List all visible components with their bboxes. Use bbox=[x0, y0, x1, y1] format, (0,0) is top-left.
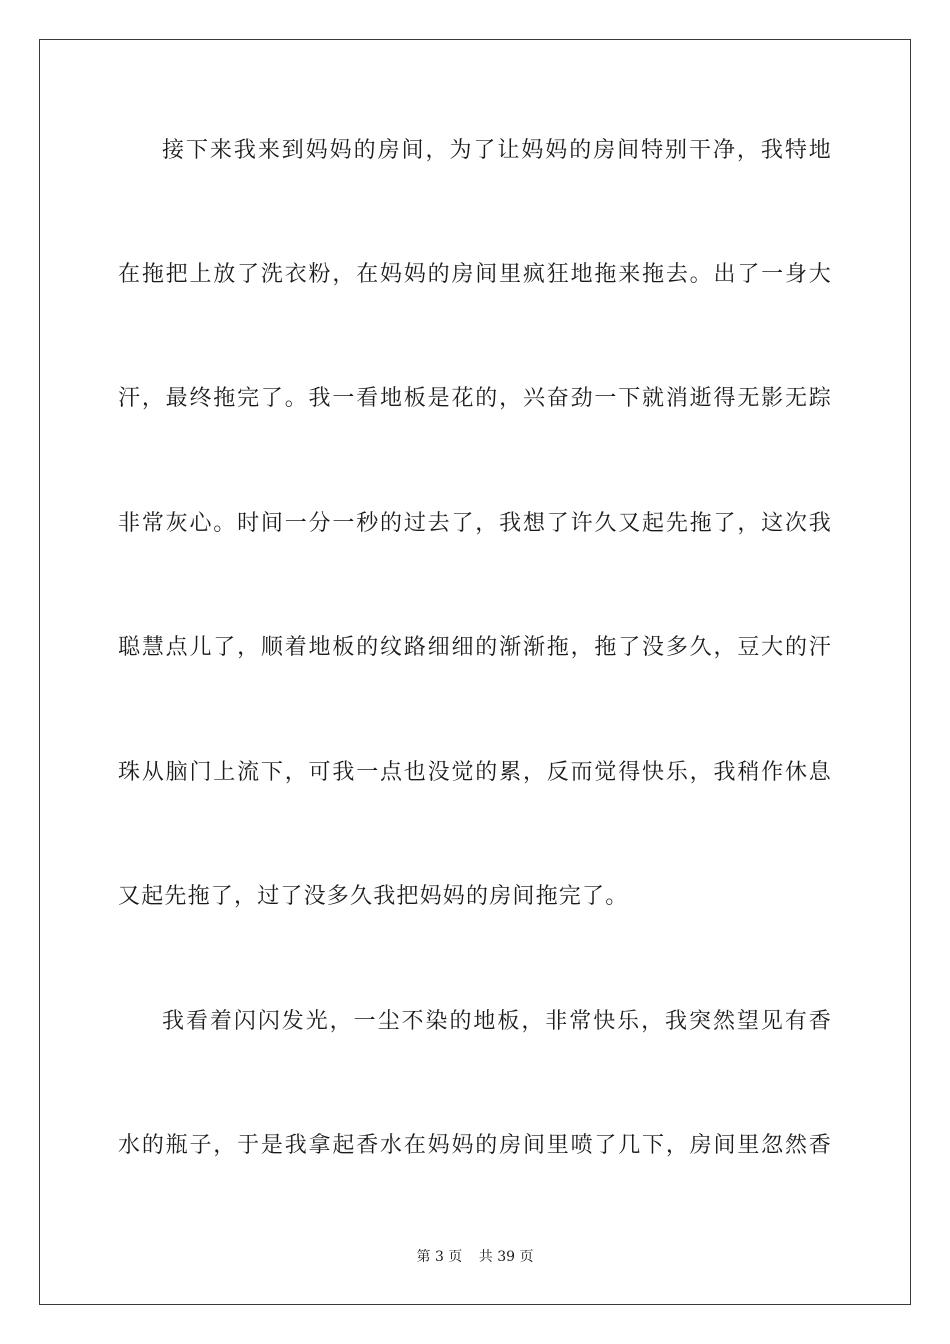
paragraph-line: 非常灰心。时间一分一秒的过去了，我想了许久又起先拖了，这次我 bbox=[118, 511, 832, 536]
page-number: 第 3 页 bbox=[416, 1249, 463, 1265]
paragraph-line: 又起先拖了，过了没多久我把妈妈的房间拖完了。 bbox=[118, 884, 629, 909]
paragraph-line: 汗，最终拖完了。我一看地板是花的，兴奋劲一下就消逝得无影无踪 bbox=[118, 386, 832, 411]
paragraph-line: 水的瓶子，于是我拿起香水在妈妈的房间里喷了几下，房间里忽然香 bbox=[118, 1133, 832, 1158]
paragraph-line: 聪慧点儿了，顺着地板的纹路细细的渐渐拖，拖了没多久，豆大的汗 bbox=[118, 635, 832, 660]
page-footer bbox=[0, 1248, 950, 1266]
paragraph-line: 我看着闪闪发光，一尘不染的地板，非常快乐，我突然望见有香 bbox=[162, 1009, 832, 1034]
paragraph-line: 接下来我来到妈妈的房间，为了让妈妈的房间特别干净，我特地 bbox=[162, 138, 832, 163]
page-total: 共 39 页 bbox=[478, 1249, 534, 1265]
page-border bbox=[39, 39, 911, 1305]
paragraph-line: 珠从脑门上流下，可我一点也没觉的累，反而觉得快乐，我稍作休息 bbox=[118, 760, 832, 785]
paragraph-line: 在拖把上放了洗衣粉，在妈妈的房间里疯狂地拖来拖去。出了一身大 bbox=[118, 262, 832, 287]
